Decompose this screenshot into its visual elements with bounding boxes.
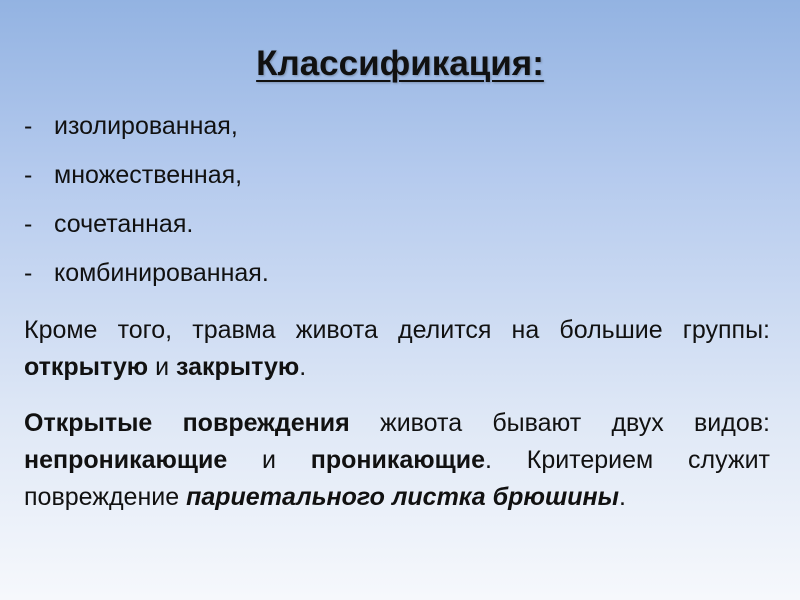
list-item <box>24 108 269 157</box>
paragraph-text: . Критерием служит повреждение <box>24 446 771 511</box>
bullet-dash: - <box>24 210 33 238</box>
paragraph-text: и <box>227 446 311 474</box>
bullet-dash: - <box>24 112 33 140</box>
list-item <box>24 157 269 206</box>
open-term: открытую <box>24 353 149 381</box>
bullet-dash: - <box>24 259 33 287</box>
list-item-text: сочетанная. <box>54 210 194 238</box>
list-item <box>24 206 269 255</box>
paragraph-open-injuries <box>24 405 770 516</box>
paragraph-text: живота бывают двух видов: <box>349 409 770 437</box>
peritoneum-term: париетального листка брюшины <box>186 483 619 511</box>
paragraph-groups <box>24 312 770 386</box>
list-item-text: изолированная, <box>54 112 238 140</box>
open-injuries-term: Открытые повреждения <box>24 409 350 437</box>
paragraph-text: . <box>299 353 307 381</box>
slide-title: Классификация: <box>256 44 544 83</box>
closed-term: закрытую <box>176 353 300 381</box>
paragraph-text: и <box>148 353 177 381</box>
penetrating-term: проникающие <box>310 446 486 474</box>
list-item-text: множественная, <box>54 161 243 189</box>
classification-list <box>24 108 269 304</box>
paragraph-text: Кроме того, травма живота делится на большие группы: <box>24 316 770 344</box>
list-item <box>24 255 269 304</box>
non-penetrating-term: непроникающие <box>24 446 228 474</box>
list-item-text: комбинированная. <box>54 259 269 287</box>
paragraph-text: . <box>618 483 626 511</box>
bullet-dash: - <box>24 161 33 189</box>
